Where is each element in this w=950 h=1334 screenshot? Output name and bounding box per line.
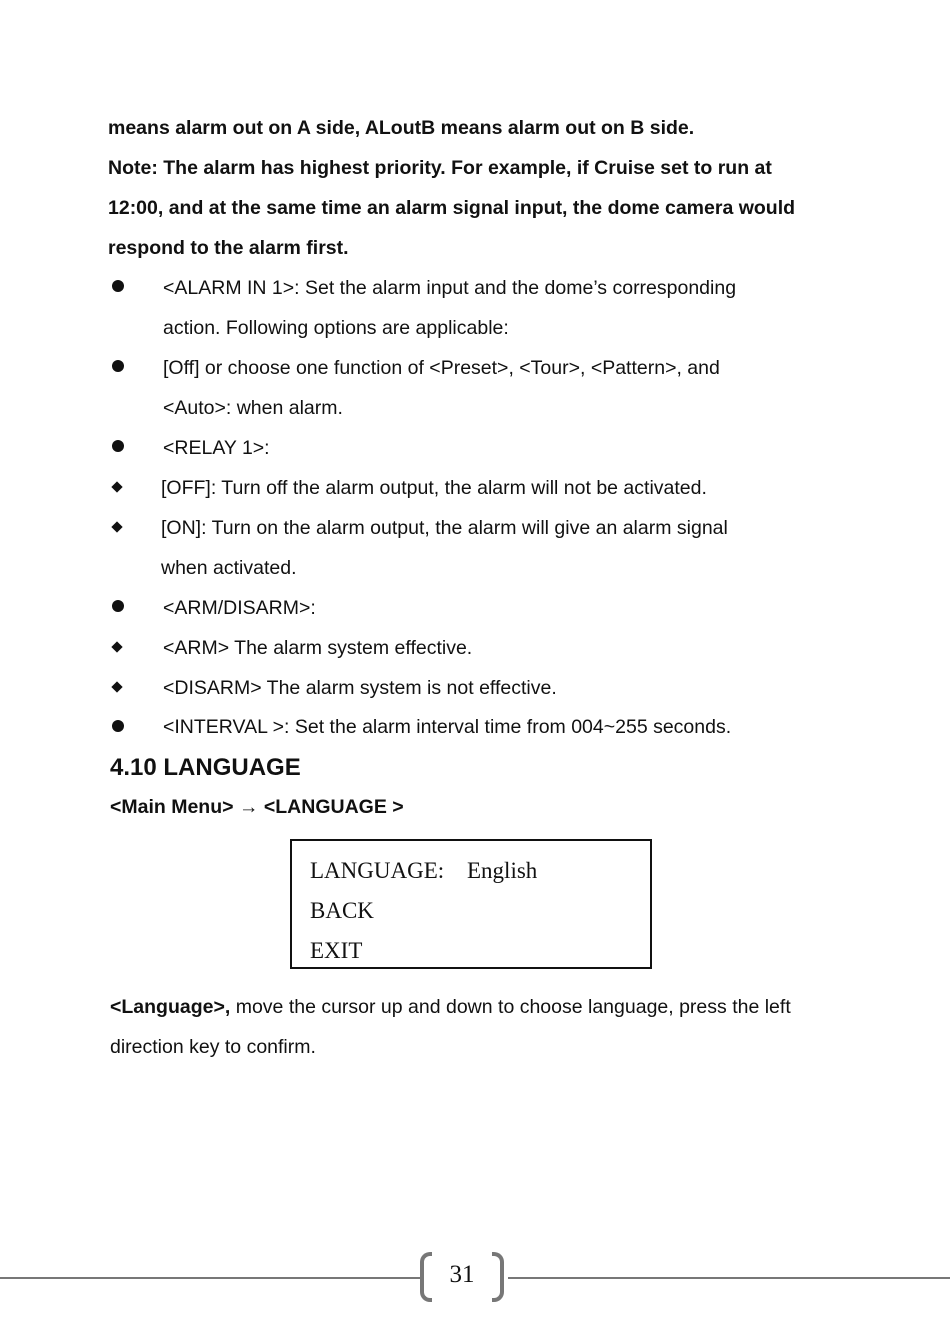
- bullet-icon: [112, 360, 124, 372]
- description-line-2: direction key to confirm.: [110, 1036, 316, 1058]
- relay-on-line-2: when activated.: [161, 557, 297, 579]
- diamond-icon: [111, 681, 122, 692]
- left-brace-icon: [420, 1252, 432, 1302]
- right-brace-icon: [492, 1252, 504, 1302]
- intro-line-3: 12:00, and at the same time an alarm signal input, the dome camera would: [108, 197, 796, 219]
- language-menu-box: [290, 839, 652, 969]
- description-line-1: [110, 995, 791, 1019]
- back-item: BACK: [310, 898, 374, 923]
- alarm-in-line-1: <ALARM IN 1>: Set the alarm input and the dome’s corresponding: [163, 277, 737, 299]
- diamond-icon: [111, 481, 122, 492]
- bullet-icon: [112, 440, 124, 452]
- relay-on-line-1: [ON]: Turn on the alarm output, the alarm will give an alarm signal: [161, 517, 728, 539]
- section-heading: 4.10 LANGUAGE: [110, 754, 301, 781]
- bullet-icon: [112, 600, 124, 612]
- disarm-line: <DISARM> The alarm system is not effective.: [163, 677, 557, 699]
- exit-item: EXIT: [310, 938, 363, 963]
- intro-line-1: means alarm out on A side, ALoutB means alarm out on B side.: [108, 117, 695, 139]
- footer-rule-right: [508, 1277, 950, 1279]
- interval-line: <INTERVAL >: Set the alarm interval time from 004~255 seconds.: [163, 716, 732, 738]
- diamond-icon: [111, 521, 122, 532]
- relay-line: <RELAY 1>:: [163, 437, 270, 459]
- diamond-icon: [111, 641, 122, 652]
- arm-line: <ARM> The alarm system effective.: [163, 637, 473, 659]
- language-value: English: [467, 858, 538, 883]
- intro-line-2: Note: The alarm has highest priority. For example, if Cruise set to run at: [108, 157, 772, 179]
- language-label: LANGUAGE:: [310, 858, 445, 883]
- off-function-line-1: [Off] or choose one function of <Preset>, <Tour>, <Pattern>, and: [163, 357, 720, 379]
- bullet-icon: [112, 720, 124, 732]
- intro-line-4: respond to the alarm first.: [108, 237, 349, 259]
- breadcrumb: <Main Menu> → <LANGUAGE >: [110, 796, 404, 818]
- arm-disarm-line: <ARM/DISARM>:: [163, 597, 316, 619]
- page-number: 31: [449, 1261, 475, 1288]
- relay-off-line: [OFF]: Turn off the alarm output, the alarm will not be activated.: [161, 477, 707, 499]
- alarm-in-line-2: action. Following options are applicable:: [163, 317, 509, 339]
- bullet-icon: [112, 280, 124, 292]
- description-text: move the cursor up and down to choose language, press the left: [230, 996, 791, 1018]
- language-term: <Language>,: [110, 996, 231, 1018]
- off-function-line-2: <Auto>: when alarm.: [163, 397, 343, 419]
- footer-rule-left: [0, 1277, 420, 1279]
